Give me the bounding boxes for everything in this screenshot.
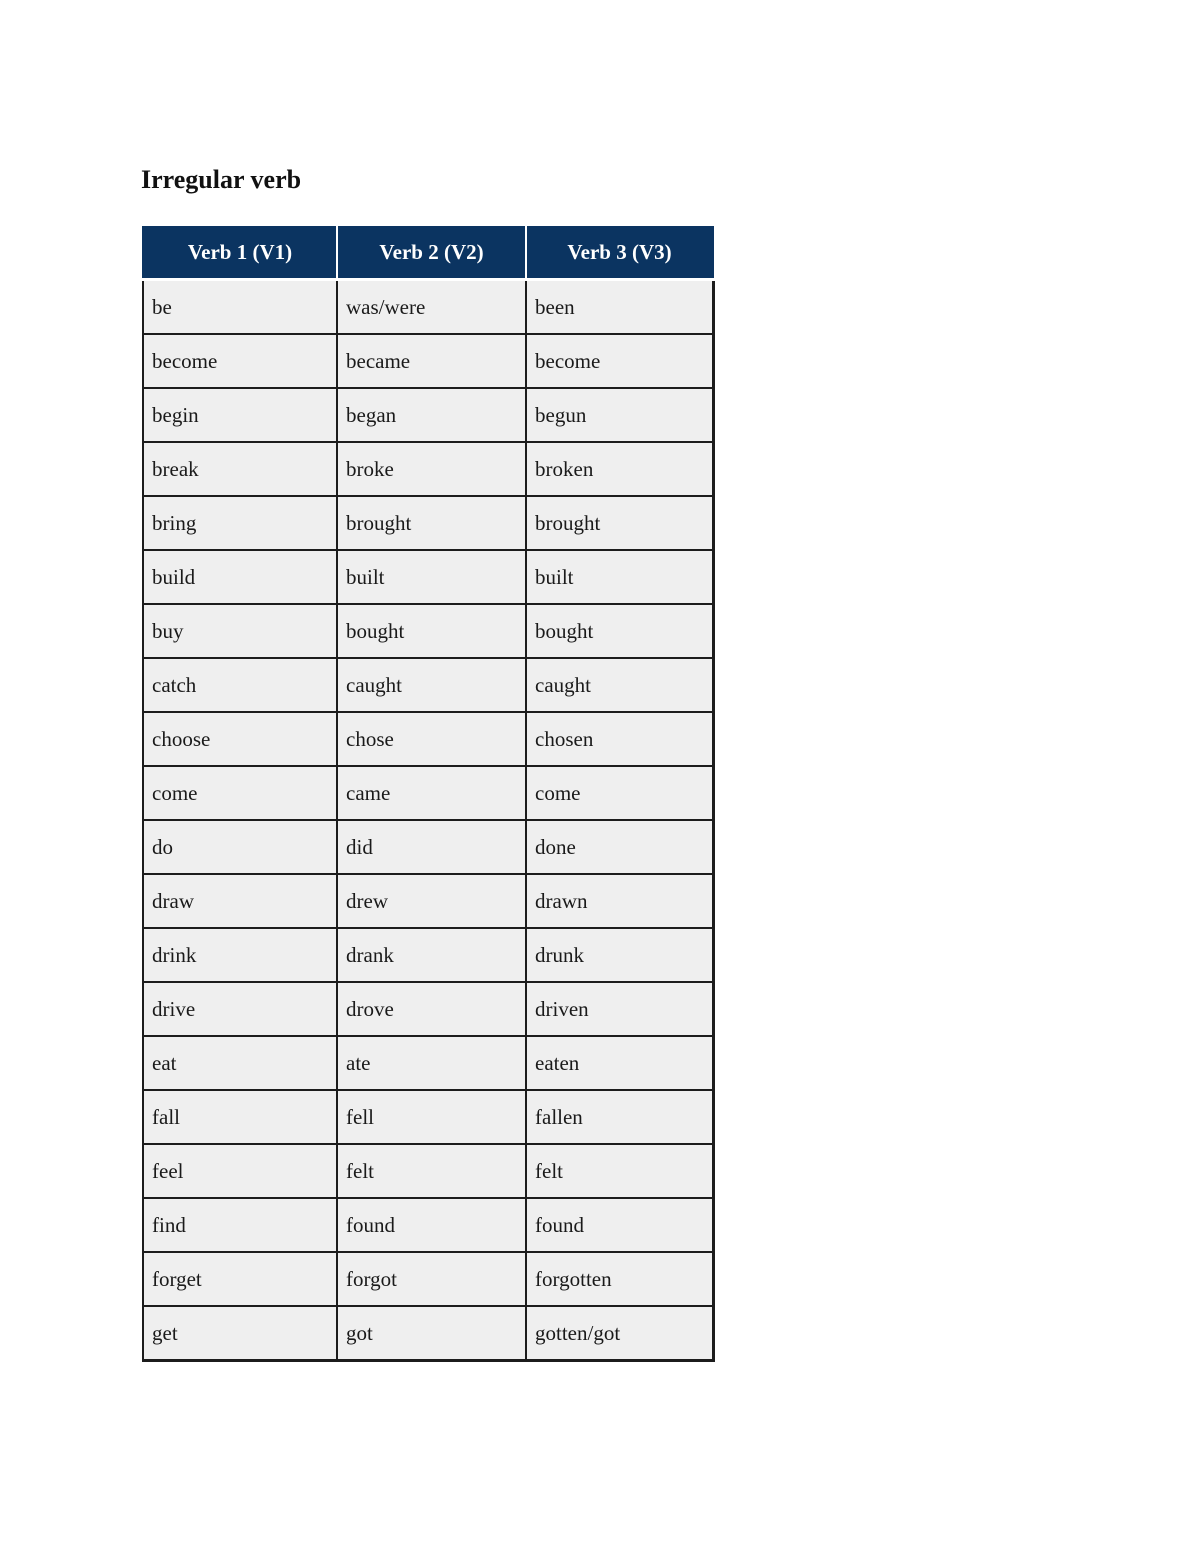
cell-verb-3: come: [526, 766, 713, 820]
table-row: [143, 982, 713, 1036]
cell-verb-2: drew: [337, 874, 526, 928]
cell-verb-3: brought: [526, 496, 713, 550]
table-row: [143, 604, 713, 658]
cell-verb-3: driven: [526, 982, 713, 1036]
table-row: [143, 766, 713, 820]
cell-verb-2: brought: [337, 496, 526, 550]
cell-verb-2: broke: [337, 442, 526, 496]
cell-verb-3: been: [526, 280, 713, 335]
cell-verb-1: begin: [143, 388, 337, 442]
cell-verb-1: fall: [143, 1090, 337, 1144]
cell-verb-2: fell: [337, 1090, 526, 1144]
cell-verb-1: choose: [143, 712, 337, 766]
cell-verb-3: bought: [526, 604, 713, 658]
cell-verb-1: draw: [143, 874, 337, 928]
cell-verb-2: forgot: [337, 1252, 526, 1306]
table-row: [143, 712, 713, 766]
cell-verb-2: built: [337, 550, 526, 604]
cell-verb-1: come: [143, 766, 337, 820]
cell-verb-2: came: [337, 766, 526, 820]
cell-verb-2: bought: [337, 604, 526, 658]
table-row: [143, 1090, 713, 1144]
table-row: [143, 442, 713, 496]
cell-verb-3: fallen: [526, 1090, 713, 1144]
cell-verb-3: become: [526, 334, 713, 388]
cell-verb-1: eat: [143, 1036, 337, 1090]
table-row: [143, 1306, 713, 1361]
cell-verb-2: began: [337, 388, 526, 442]
cell-verb-2: was/were: [337, 280, 526, 335]
cell-verb-3: done: [526, 820, 713, 874]
table-row: [143, 874, 713, 928]
cell-verb-1: break: [143, 442, 337, 496]
irregular-verb-table: [142, 226, 715, 1362]
table-row: [143, 496, 713, 550]
cell-verb-1: be: [143, 280, 337, 335]
cell-verb-1: feel: [143, 1144, 337, 1198]
table-row: [143, 658, 713, 712]
cell-verb-1: find: [143, 1198, 337, 1252]
cell-verb-1: get: [143, 1306, 337, 1361]
table-row: [143, 1252, 713, 1306]
cell-verb-2: felt: [337, 1144, 526, 1198]
cell-verb-1: drink: [143, 928, 337, 982]
cell-verb-2: drank: [337, 928, 526, 982]
table-row: [143, 820, 713, 874]
cell-verb-3: built: [526, 550, 713, 604]
cell-verb-2: chose: [337, 712, 526, 766]
cell-verb-1: drive: [143, 982, 337, 1036]
cell-verb-3: drunk: [526, 928, 713, 982]
cell-verb-2: caught: [337, 658, 526, 712]
cell-verb-3: eaten: [526, 1036, 713, 1090]
cell-verb-2: drove: [337, 982, 526, 1036]
cell-verb-2: ate: [337, 1036, 526, 1090]
cell-verb-3: begun: [526, 388, 713, 442]
cell-verb-3: caught: [526, 658, 713, 712]
cell-verb-3: forgotten: [526, 1252, 713, 1306]
page-title: Irregular verb: [141, 165, 302, 194]
cell-verb-2: got: [337, 1306, 526, 1361]
cell-verb-3: felt: [526, 1144, 713, 1198]
table-row: [143, 928, 713, 982]
table-body: [143, 280, 713, 1361]
header-row: [143, 226, 713, 280]
cell-verb-3: broken: [526, 442, 713, 496]
cell-verb-3: drawn: [526, 874, 713, 928]
table-row: [143, 280, 713, 335]
table-row: [143, 1144, 713, 1198]
table-row: [143, 334, 713, 388]
cell-verb-2: did: [337, 820, 526, 874]
cell-verb-1: catch: [143, 658, 337, 712]
header-verb-3: Verb 3 (V3): [526, 226, 713, 280]
table-header: [143, 226, 713, 280]
table-row: [143, 550, 713, 604]
cell-verb-3: found: [526, 1198, 713, 1252]
cell-verb-1: become: [143, 334, 337, 388]
cell-verb-1: bring: [143, 496, 337, 550]
header-verb-1: Verb 1 (V1): [143, 226, 337, 280]
header-verb-2: Verb 2 (V2): [337, 226, 526, 280]
cell-verb-1: forget: [143, 1252, 337, 1306]
table-row: [143, 1198, 713, 1252]
cell-verb-1: buy: [143, 604, 337, 658]
table-row: [143, 388, 713, 442]
cell-verb-1: do: [143, 820, 337, 874]
cell-verb-2: found: [337, 1198, 526, 1252]
cell-verb-1: build: [143, 550, 337, 604]
table-row: [143, 1036, 713, 1090]
cell-verb-3: gotten/got: [526, 1306, 713, 1361]
cell-verb-2: became: [337, 334, 526, 388]
cell-verb-3: chosen: [526, 712, 713, 766]
